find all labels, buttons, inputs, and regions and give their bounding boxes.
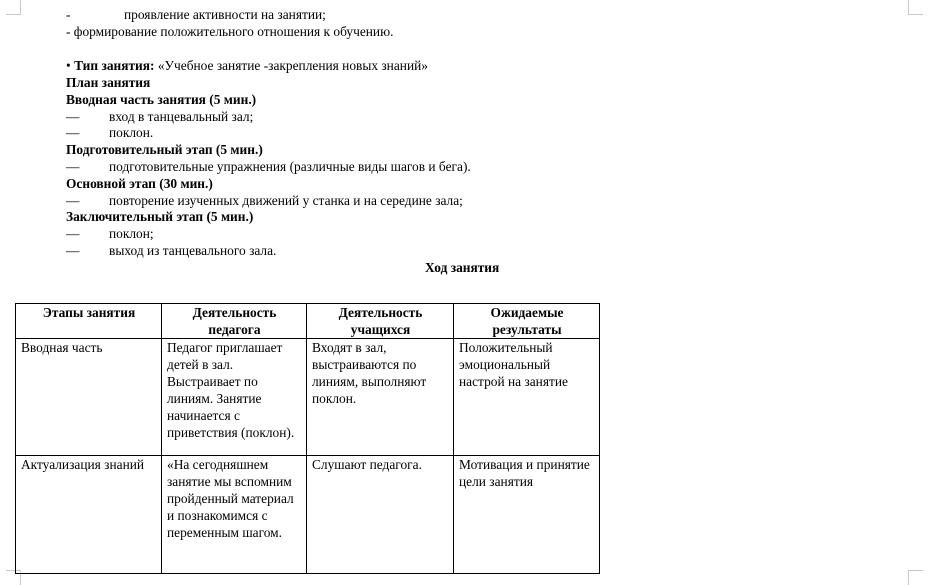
table-header-cell: Деятельность учащихся xyxy=(307,304,454,339)
table-cell: Слушают педагога. xyxy=(307,456,454,574)
lesson-table xyxy=(15,303,600,574)
table-header-cell: Деятельность педагога xyxy=(162,304,307,339)
table-cell: Мотивация и принятие цели занятия xyxy=(454,456,600,574)
table-header-row xyxy=(16,304,600,339)
table-cell: Педагог приглашает детей в зал. Выстраивает по линиям. Занятие начинается с приветствия (поклон). xyxy=(162,339,307,456)
table-row xyxy=(16,456,600,574)
table-row xyxy=(16,339,600,456)
goal-text: - формирование положительного отношения к обучению. xyxy=(66,24,394,39)
page-corner-mark xyxy=(908,0,923,15)
bullet: • xyxy=(66,58,71,73)
table-header-cell: Этапы занятия xyxy=(16,304,162,339)
table-cell: Положительный эмоциональный настрой на занятие xyxy=(454,339,600,456)
lesson-type-value: «Учебное занятие -закрепления новых знаний» xyxy=(157,58,428,73)
page-corner-mark xyxy=(6,0,21,15)
table-cell: Вводная часть xyxy=(16,339,162,456)
page-corner-mark xyxy=(908,570,923,585)
table-cell: Входят в зал, выстраиваются по линиям, выполняют поклон. xyxy=(307,339,454,456)
lesson-type-label: Тип занятия: xyxy=(74,58,155,73)
table-header-cell: Ожидаемые результаты xyxy=(454,304,600,339)
goal-text: проявление активности на занятии; xyxy=(124,7,326,22)
table-cell: Актуализация знаний xyxy=(16,456,162,574)
table-cell: «На сегодняшнем занятие мы вспомним пройденный материал и познакомимся с переменным шагом. xyxy=(162,456,307,574)
